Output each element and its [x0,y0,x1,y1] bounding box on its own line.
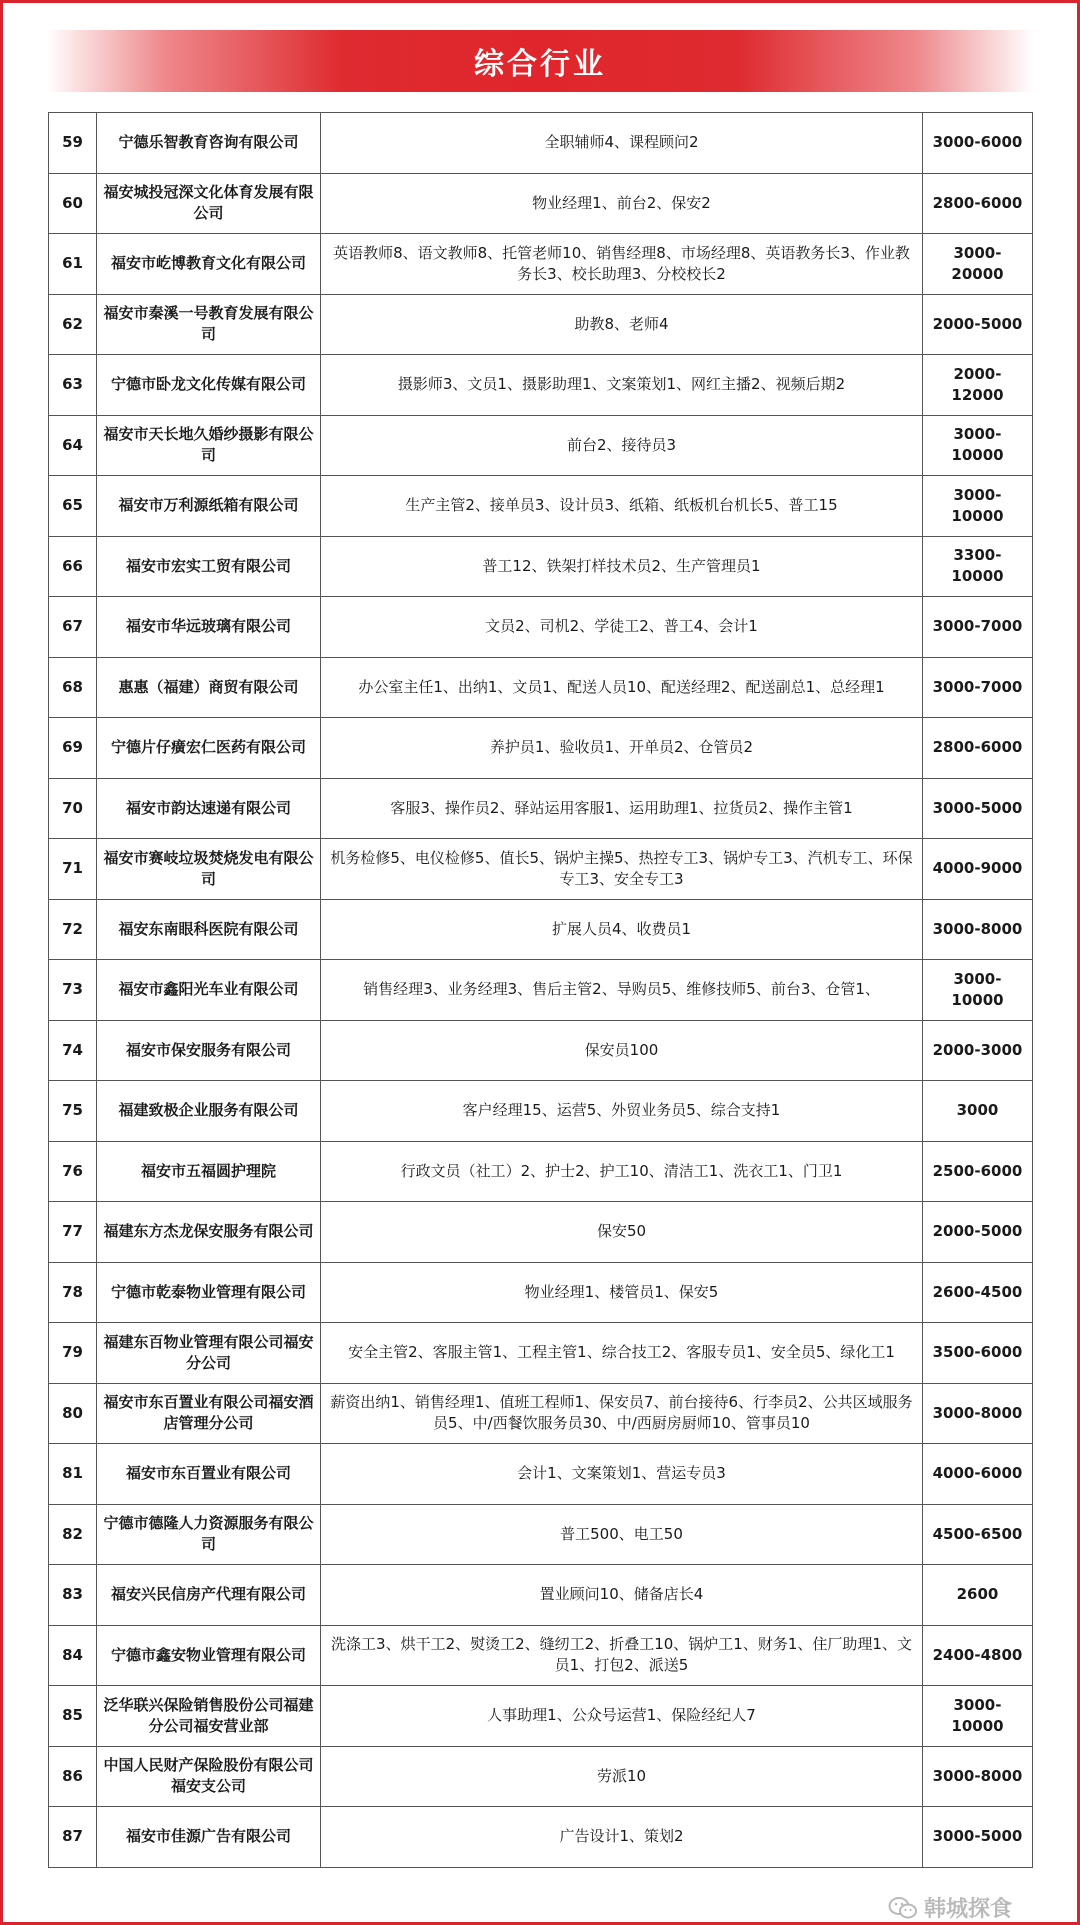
job-table-body [49,113,1033,1868]
table-row [49,1323,1033,1384]
row-number: 61 [49,234,97,295]
row-number: 68 [49,657,97,718]
row-number: 60 [49,173,97,234]
company-name: 宁德乐智教育咨询有限公司 [97,113,321,174]
table-row [49,899,1033,960]
table-row [49,1081,1033,1142]
watermark [888,1892,1012,1923]
salary-range: 3000-6000 [923,113,1033,174]
company-name: 宁德市德隆人力资源服务有限公司 [97,1504,321,1565]
positions-cell: 文员2、司机2、学徒工2、普工4、会计1 [321,597,923,658]
positions-cell: 普工500、电工50 [321,1504,923,1565]
salary-range: 3000-10000 [923,415,1033,476]
company-name: 宁德市乾泰物业管理有限公司 [97,1262,321,1323]
table-row [49,1020,1033,1081]
company-name: 福安市宏实工贸有限公司 [97,536,321,597]
company-name: 福安市秦溪一号教育发展有限公司 [97,294,321,355]
positions-cell: 安全主管2、客服主管1、工程主管1、综合技工2、客服专员1、安全员5、绿化工1 [321,1323,923,1384]
row-number: 79 [49,1323,97,1384]
company-name: 惠惠（福建）商贸有限公司 [97,657,321,718]
row-number: 76 [49,1141,97,1202]
salary-range: 2800-6000 [923,718,1033,779]
row-number: 66 [49,536,97,597]
salary-range: 3000-8000 [923,1746,1033,1807]
positions-cell: 办公室主任1、出纳1、文员1、配送人员10、配送经理2、配送副总1、总经理1 [321,657,923,718]
table-row [49,173,1033,234]
salary-range: 3000-7000 [923,657,1033,718]
table-row [49,1141,1033,1202]
row-number: 63 [49,355,97,416]
salary-range: 2000-3000 [923,1020,1033,1081]
salary-range: 3000-20000 [923,234,1033,295]
table-row [49,234,1033,295]
company-name: 泛华联兴保险销售股份公司福建分公司福安营业部 [97,1686,321,1747]
company-name: 中国人民财产保险股份有限公司福安支公司 [97,1746,321,1807]
table-row [49,476,1033,537]
salary-range: 2600-4500 [923,1262,1033,1323]
company-name: 宁德市卧龙文化传媒有限公司 [97,355,321,416]
company-name: 福安城投冠深文化体育发展有限公司 [97,173,321,234]
company-name: 福安市五福圆护理院 [97,1141,321,1202]
positions-cell: 人事助理1、公众号运营1、保险经纪人7 [321,1686,923,1747]
table-row [49,1746,1033,1807]
positions-cell: 客服3、操作员2、驿站运用客服1、运用助理1、拉货员2、操作主管1 [321,778,923,839]
salary-range: 3000-10000 [923,1686,1033,1747]
company-name: 福安东南眼科医院有限公司 [97,899,321,960]
row-number: 70 [49,778,97,839]
table-row [49,1625,1033,1686]
positions-cell: 英语教师8、语文教师8、托管老师10、销售经理8、市场经理8、英语教务长3、作业教务长3、校长助理3、分校校长2 [321,234,923,295]
company-name: 宁德市鑫安物业管理有限公司 [97,1625,321,1686]
salary-range: 3000-5000 [923,1807,1033,1868]
positions-cell: 客户经理15、运营5、外贸业务员5、综合支持1 [321,1081,923,1142]
table-row [49,1807,1033,1868]
table-row [49,294,1033,355]
row-number: 72 [49,899,97,960]
salary-range: 2400-4800 [923,1625,1033,1686]
positions-cell: 薪资出纳1、销售经理1、值班工程师1、保安员7、前台接待6、行李员2、公共区域服务员5、中/西餐饮服务员30、中/西厨房厨师10、管事员10 [321,1383,923,1444]
positions-cell: 置业顾问10、储备店长4 [321,1565,923,1626]
company-name: 福安市天长地久婚纱摄影有限公司 [97,415,321,476]
row-number: 77 [49,1202,97,1263]
company-name: 福安市华远玻璃有限公司 [97,597,321,658]
salary-range: 3000-10000 [923,960,1033,1021]
table-row [49,657,1033,718]
section-title: 综合行业 [474,47,606,82]
table-row [49,778,1033,839]
table-row [49,113,1033,174]
positions-cell: 保安50 [321,1202,923,1263]
positions-cell: 物业经理1、前台2、保安2 [321,173,923,234]
salary-range: 2000-12000 [923,355,1033,416]
row-number: 80 [49,1383,97,1444]
positions-cell: 机务检修5、电仪检修5、值长5、锅炉主操5、热控专工3、锅炉专工3、汽机专工、环保专工3、安全专工3 [321,839,923,900]
salary-range: 3000-8000 [923,899,1033,960]
positions-cell: 生产主管2、接单员3、设计员3、纸箱、纸板机台机长5、普工15 [321,476,923,537]
table-row [49,536,1033,597]
row-number: 85 [49,1686,97,1747]
company-name: 福安市东百置业有限公司 [97,1444,321,1505]
table-row [49,718,1033,779]
row-number: 69 [49,718,97,779]
salary-range: 4000-6000 [923,1444,1033,1505]
company-name: 福安市保安服务有限公司 [97,1020,321,1081]
table-row [49,839,1033,900]
row-number: 64 [49,415,97,476]
salary-range: 3000-7000 [923,597,1033,658]
company-name: 福建东方杰龙保安服务有限公司 [97,1202,321,1263]
positions-cell: 普工12、铁架打样技术员2、生产管理员1 [321,536,923,597]
table-row [49,597,1033,658]
row-number: 67 [49,597,97,658]
salary-range: 3000 [923,1081,1033,1142]
positions-cell: 前台2、接待员3 [321,415,923,476]
row-number: 62 [49,294,97,355]
positions-cell: 广告设计1、策划2 [321,1807,923,1868]
table-row [49,1504,1033,1565]
row-number: 82 [49,1504,97,1565]
table-row [49,1565,1033,1626]
positions-cell: 摄影师3、文员1、摄影助理1、文案策划1、网红主播2、视频后期2 [321,355,923,416]
company-name: 福安市韵达速递有限公司 [97,778,321,839]
company-name: 福建致极企业服务有限公司 [97,1081,321,1142]
company-name: 福安市东百置业有限公司福安酒店管理分公司 [97,1383,321,1444]
table-row [49,1262,1033,1323]
salary-range: 3000-8000 [923,1383,1033,1444]
table-row [49,1383,1033,1444]
company-name: 福安市佳源广告有限公司 [97,1807,321,1868]
salary-range: 3500-6000 [923,1323,1033,1384]
salary-range: 2000-5000 [923,294,1033,355]
table-row [49,415,1033,476]
row-number: 86 [49,1746,97,1807]
positions-cell: 养护员1、验收员1、开单员2、仓管员2 [321,718,923,779]
table-row [49,355,1033,416]
positions-cell: 劳派10 [321,1746,923,1807]
positions-cell: 销售经理3、业务经理3、售后主管2、导购员5、维修技师5、前台3、仓管1、 [321,960,923,1021]
salary-range: 3300-10000 [923,536,1033,597]
row-number: 65 [49,476,97,537]
positions-cell: 全职辅师4、课程顾问2 [321,113,923,174]
company-name: 福安兴民信房产代理有限公司 [97,1565,321,1626]
positions-cell: 会计1、文案策划1、营运专员3 [321,1444,923,1505]
company-name: 宁德片仔癀宏仁医药有限公司 [97,718,321,779]
salary-range: 3000-5000 [923,778,1033,839]
positions-cell: 保安员100 [321,1020,923,1081]
salary-range: 2800-6000 [923,173,1033,234]
company-name: 福安市鑫阳光车业有限公司 [97,960,321,1021]
salary-range: 2500-6000 [923,1141,1033,1202]
row-number: 71 [49,839,97,900]
company-name: 福安市万利源纸箱有限公司 [97,476,321,537]
company-name: 福安市赛岐垃圾焚烧发电有限公司 [97,839,321,900]
positions-cell: 行政文员（社工）2、护士2、护工10、清洁工1、洗衣工1、门卫1 [321,1141,923,1202]
row-number: 81 [49,1444,97,1505]
wechat-icon [888,1896,918,1920]
row-number: 84 [49,1625,97,1686]
job-listing-table [48,112,1033,1868]
positions-cell: 助教8、老师4 [321,294,923,355]
table-row [49,1444,1033,1505]
table-row [49,1686,1033,1747]
table-row [49,1202,1033,1263]
row-number: 78 [49,1262,97,1323]
row-number: 83 [49,1565,97,1626]
salary-range: 2600 [923,1565,1033,1626]
row-number: 73 [49,960,97,1021]
company-name: 福建东百物业管理有限公司福安分公司 [97,1323,321,1384]
salary-range: 2000-5000 [923,1202,1033,1263]
positions-cell: 物业经理1、楼管员1、保安5 [321,1262,923,1323]
section-banner [46,30,1034,92]
watermark-text: 韩城探食 [924,1897,1013,1922]
row-number: 74 [49,1020,97,1081]
company-name: 福安市屹博教育文化有限公司 [97,234,321,295]
table-row [49,960,1033,1021]
salary-range: 4000-9000 [923,839,1033,900]
row-number: 59 [49,113,97,174]
row-number: 75 [49,1081,97,1142]
row-number: 87 [49,1807,97,1868]
salary-range: 3000-10000 [923,476,1033,537]
positions-cell: 洗涤工3、烘干工2、熨烫工2、缝纫工2、折叠工10、锅炉工1、财务1、住厂助理1、文员1、打包2、派送5 [321,1625,923,1686]
positions-cell: 扩展人员4、收费员1 [321,899,923,960]
salary-range: 4500-6500 [923,1504,1033,1565]
